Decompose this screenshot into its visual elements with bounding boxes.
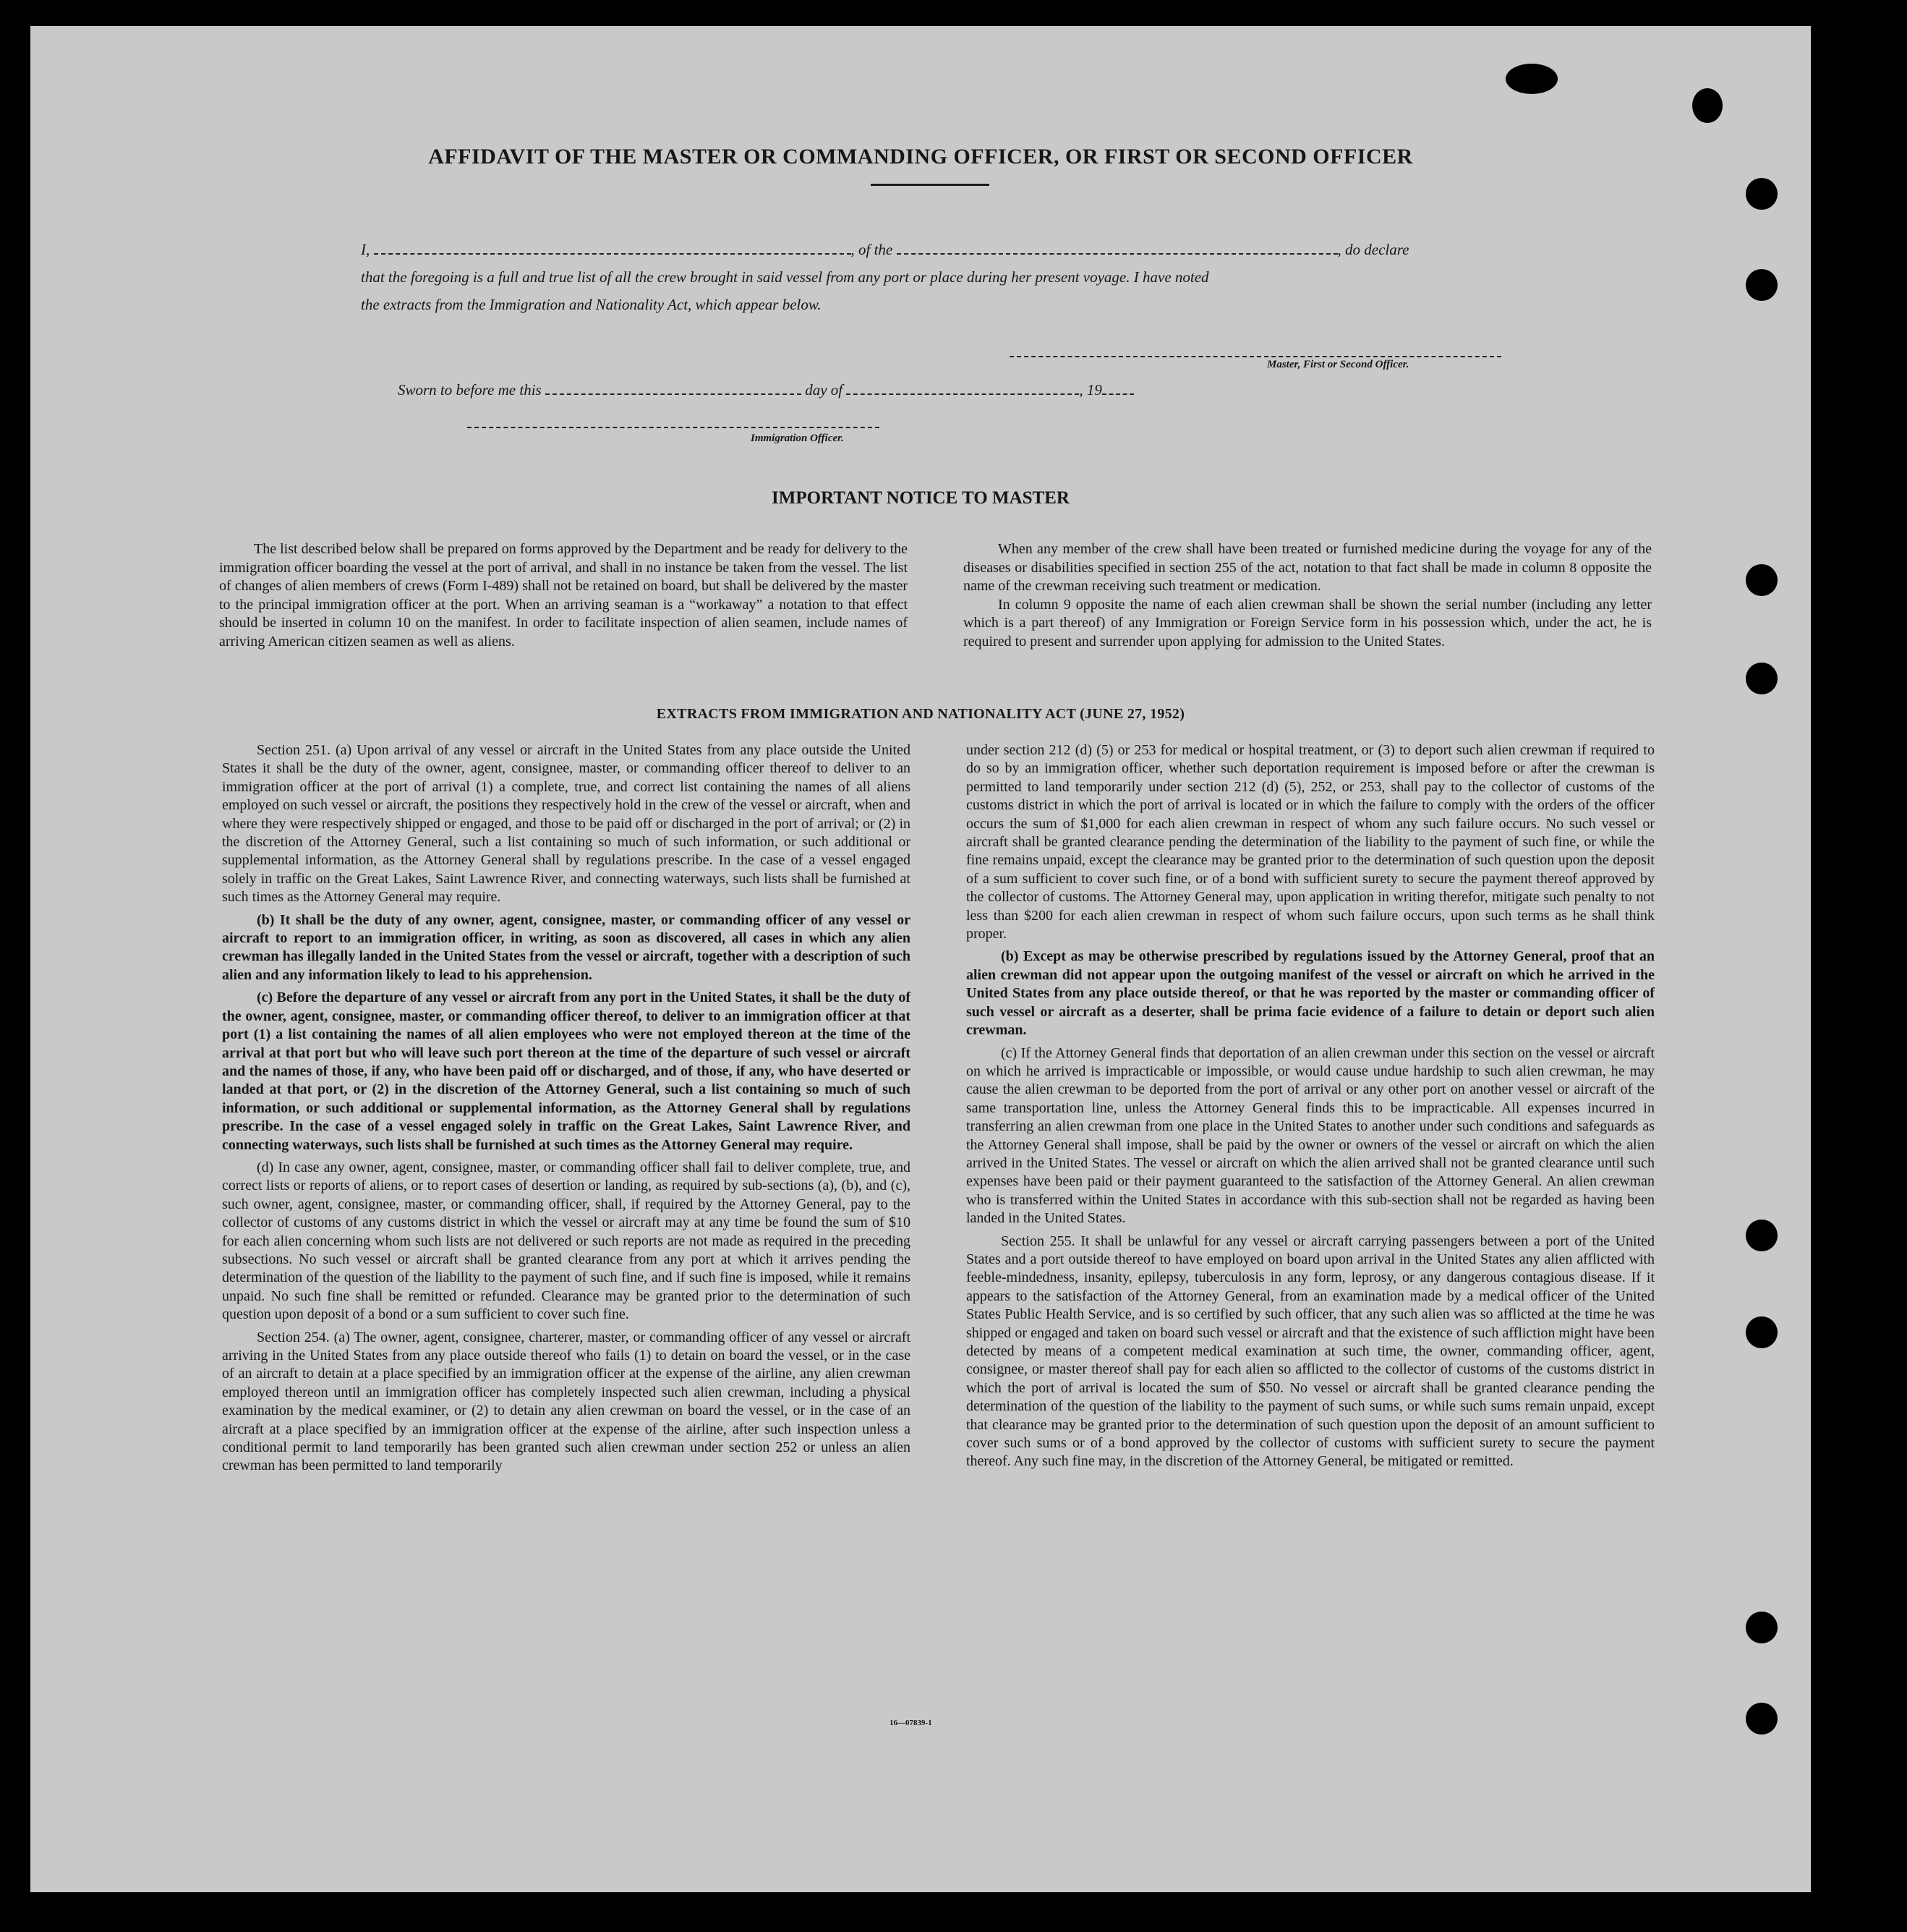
i-label: I, — [361, 241, 370, 258]
sworn-line — [398, 376, 1569, 404]
section-255: Section 255. It shall be unlawful for any vessel or aircraft carrying passengers between a port of the United States and a port outside thereof to have employed on board upon arrival in the United States any alien afflicted with feeble-mindedness, insanity, epilepsy, tuberculosis in any form, leprosy, or any dangerous contagious disease. If it appears to the satisfaction of the Attorney General, from an examination made by a medical officer of the United States Public Health Service, and is so certified by such officer, that any such alien was so afflicted at the time he was shipped or engaged and taken on board such vessel or aircraft and that the existence of such affliction might have been detected by means of a competent medical examination at such time, the owner, commanding officer, agent, consignee, or master thereof shall pay for each alien so afflicted to the collector of customs of the customs district in which the port of arrival is located the sum of $50. No vessel or aircraft shall be granted clearance pending the determination of the question of the liability to the payment of such sums, or while such sums remain unpaid, except that clearance may be granted prior to the determination of such question upon the deposit of an amount sufficient to cover such sums or of a bond approved by the collector of customs with sufficient surety to secure the payment thereof. Any such fine may, in the discretion of the Attorney General, be mitigated or remitted. — [966, 1233, 1655, 1470]
affidavit-title: AFFIDAVIT OF THE MASTER OR COMMANDING OFFICER, OR FIRST OR SECOND OFFICER — [428, 145, 1413, 169]
officer-signature-line[interactable] — [467, 427, 879, 428]
section-254a-part1: Section 254. (a) The owner, agent, consignee, charterer, master, or commanding officer of any vessel or aircraft arriving in the United States from any place outside thereof who fails (1) to detain on board the vessel, or in the case of an aircraft to detain at a place specified by an immigration officer at the expense of the airline, any alien crewman employed thereon until an immigration officer has completely inspected such alien crewman, including a physical examination by the medical examiner, or (2) to detain any alien crewman on board the vessel, or in the case of an aircraft at a place specified by an immigration officer at the expense of the airline, after such inspection unless a conditional permit to land temporarily has been granted such alien crewman under section 252 or unless an alien crewman has been permitted to land temporarily — [222, 1329, 910, 1474]
sworn-label: Sworn to before me this — [398, 381, 542, 399]
master-caption: Master, First or Second Officer. — [1267, 359, 1409, 370]
notice-right-paragraph-2: In column 9 opposite the name of each alien crewman shall be shown the serial number (including any letter which is a part thereof) of any Immigration or Foreign Service form in his possession which, under the act, he is required to present and surrender upon applying for admission to the United States. — [963, 596, 1652, 650]
year-label: , 19 — [1079, 381, 1102, 399]
binder-hole — [1746, 178, 1778, 210]
binder-hole — [1746, 1612, 1778, 1643]
section-254c: (c) If the Attorney General finds that deportation of an alien crewman under this section on the vessel or aircraft on which he arrived is impracticable or impossible, or would cause undue hardship to such alien crewman, he may cause the alien crewman to be deported from the port of arrival or any other port on another vessel or aircraft of the same transportation line, unless the Attorney General finds this to be impracticable. All expenses incurred in transferring an alien crewman from one place in the United States to another under such conditions and safeguards as the Attorney General shall impose, shall be paid by the owner or owners of the vessel or aircraft on which the alien arrived in the United States. The vessel or aircraft on which the alien arrived shall not be granted clearance until such expenses have been paid or their payment guaranteed to the satisfaction of the Attorney General. An alien crewman who is transferred within the United States in accordance with this sub-section shall not be regarded as having been landed in the United States. — [966, 1044, 1655, 1227]
extracts-left-column — [222, 741, 910, 1480]
section-251b: (b) It shall be the duty of any owner, agent, consignee, master, or commanding officer of any vessel or aircraft to report to an immigration officer, in writing, as soon as discovered, all cases in which any alien crewman has illegally landed in the United States from the vessel or aircraft, together with a description of such alien and any information likely to lead to his apprehension. — [222, 911, 910, 983]
do-declare-label: , do declare — [1337, 241, 1409, 258]
master-signature-line[interactable] — [1010, 356, 1501, 357]
notice-left-column — [219, 540, 908, 651]
officer-caption: Immigration Officer. — [751, 433, 844, 444]
day-of-label: day of — [805, 381, 843, 399]
extracts-right-column — [966, 741, 1655, 1476]
ink-smudge — [1506, 64, 1558, 94]
section-251d: (d) In case any owner, agent, consignee, master, or commanding officer shall fail to deliver complete, true, and correct lists or reports of aliens, or to report cases of desertion or landing, as required by sub-sections (a), (b), and (c), such owner, agent, consignee, master, or commanding officer, shall, if required by the Attorney General, pay to the collector of customs of any customs district in which the vessel or aircraft may at any time be found the sum of $10 for each alien concerning whom such lists are not delivered or such reports are not made as required in the preceding subsections. No such vessel or aircraft shall be granted clearance from any port at which it arrives pending the determination of the question of the liability to the payment of such fine, and if such fine is imposed, while it remains unpaid. No such fine shall be remitted or refunded. Clearance may be granted prior to the determination of such question upon deposit of a bond or a sum sufficient to cover such fine. — [222, 1159, 910, 1323]
ink-smudge — [1692, 88, 1723, 123]
month-blank[interactable] — [846, 380, 1079, 395]
extracts-heading: EXTRACTS FROM IMMIGRATION AND NATIONALITY ACT (JUNE 27, 1952) — [656, 706, 1185, 722]
section-251a: Section 251. (a) Upon arrival of any vessel or aircraft in the United States from any place outside the United States it shall be the duty of the owner, agent, consignee, master, or commanding officer thereof to deliver to an immigration officer at the port of arrival (1) a complete, true, and correct list containing the names of all aliens employed on such vessel or aircraft, the positions they respectively hold in the crew of the vessel or aircraft, when and where they were respectively shipped or engaged, and those to be paid off or discharged in the port of arrival; or (2) in the discretion of the Attorney General, such a list containing so much of such information, or such additional or supplemental information, as the Attorney General shall by regulations prescribe. In the case of a vessel engaged solely in traffic on the Great Lakes, Saint Lawrence River, and connecting waterways, such lists shall be furnished at such times as the Attorney General may require. — [222, 742, 910, 906]
year-blank[interactable] — [1102, 380, 1134, 395]
notice-left-paragraph: The list described below shall be prepared on forms approved by the Department and be ready for delivery to the immigration officer boarding the vessel at the port of arrival, and shall in no instance be taken from the vessel. The list of changes of alien members of crews (Form I-489) shall not be retained on board, but shall be delivered by the master to the principal immigration officer at the port. When an arriving seaman is a “workaway” a notation to that effect should be inserted in column 10 on the manifest. In order to facilitate inspection of alien seamen, include names of arriving American citizen seamen as well as aliens. — [219, 541, 908, 650]
binder-hole — [1746, 1220, 1778, 1251]
day-blank[interactable] — [545, 380, 801, 395]
section-254b: (b) Except as may be otherwise prescribed by regulations issued by the Attorney General, proof that an alien crewman did not appear upon the outgoing manifest of the vessel or aircraft on which he arrived in the United States from any place outside thereof, or that he was reported by the master or commanding officer of such vessel or aircraft as a deserter, shall be prima facie evidence of a failure to detain or deport such alien crewman. — [966, 948, 1655, 1039]
declaration-line-2: that the foregoing is a full and true list of all the crew brought in said vessel from any port or place during her present voyage. I have noted — [361, 268, 1209, 286]
declaration-line-3: the extracts from the Immigration and Nationality Act, which appear below. — [361, 296, 822, 313]
document-page — [30, 26, 1811, 1892]
of-the-label: , of the — [850, 241, 893, 258]
vessel-blank[interactable] — [897, 240, 1338, 255]
section-251c: (c) Before the departure of any vessel or aircraft from any port in the United States, it shall be the duty of the owner, agent, consignee, master, or commanding officer thereof, to deliver to an immigration officer at that port (1) a list containing the names of all alien employees who were not employed thereon at the time of the arrival at that port but who will leave such port thereon at the time of the departure of such vessel or aircraft and the names of those, if any, who have been paid off or discharged, and of those, if any, who have deserted or landed at that port, or (2) in the discretion of the Attorney General, such a list containing so much of such information, or such additional or supplemental information, as the Attorney General shall by regulations prescribe. In the case of a vessel engaged solely in traffic on the Great Lakes, Saint Lawrence River, and connecting waterways, such lists shall be furnished at such times as the Attorney General may require. — [222, 990, 910, 1153]
binder-hole — [1746, 663, 1778, 694]
notice-right-column — [963, 540, 1652, 651]
binder-hole — [1746, 1703, 1778, 1735]
name-blank[interactable] — [374, 240, 851, 255]
binder-hole — [1746, 564, 1778, 596]
binder-hole — [1746, 1316, 1778, 1348]
title-rule — [871, 184, 989, 186]
declaration-line-1 — [361, 236, 1532, 263]
notice-heading: IMPORTANT NOTICE TO MASTER — [772, 488, 1070, 508]
section-254a-part2: under section 212 (d) (5) or 253 for medical or hospital treatment, or (3) to deport such alien crewman if required to do so by an immigration officer, whether such deportation requirement is imposed before or after the crewman is permitted to land temporarily under section 212 (d) (5), 252, or 253, shall pay to the collector of customs of the customs district in which the port of arrival is located or in which the failure to comply with the orders of the officer occurs the sum of $1,000 for each alien crewman in respect of whom any such failure occurs. No such vessel or aircraft shall be granted clearance pending the determination of the liability to the payment of such fine, or while the fine remains unpaid, except the clearance may be granted prior to the determination of such question upon the deposit of a sum sufficient to cover such fine, or of a bond with sufficient surety to secure the payment thereof approved by the collector of customs. The Attorney General may, upon application in writing therefor, mitigate such penalty to not less than $200 for each alien crewman in respect of whom such failure occurs, upon such terms as he shall think proper. — [966, 742, 1655, 942]
form-code: 16—07839-1 — [889, 1719, 932, 1727]
notice-right-paragraph-1: When any member of the crew shall have been treated or furnished medicine during the voyage for any of the diseases or disabilities specified in section 255 of the act, notation to that fact shall be made in column 8 opposite the name of the crewman receiving such treatment or medication. — [963, 541, 1652, 594]
binder-hole — [1746, 269, 1778, 301]
